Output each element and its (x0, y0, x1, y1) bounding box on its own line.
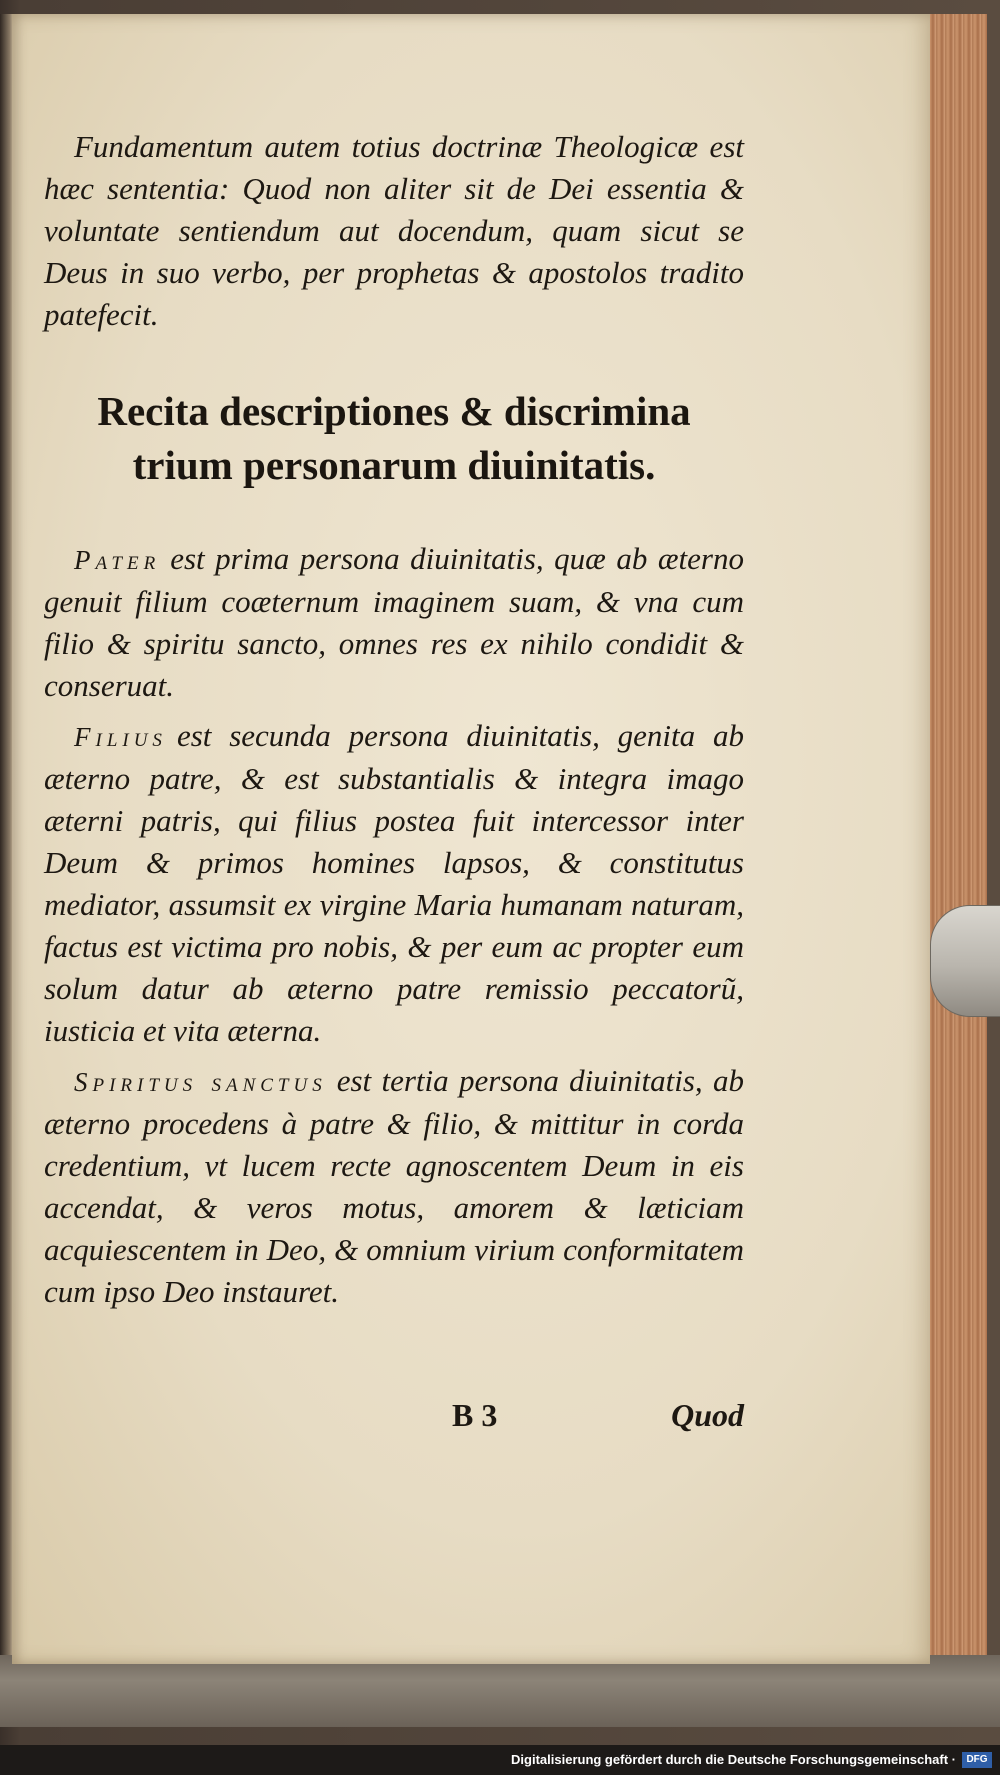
page-fore-edge (925, 14, 987, 1664)
entry-term: Pater (74, 545, 161, 575)
entry-pater (44, 538, 744, 707)
entry-term: Spiritus sanctus (74, 1067, 327, 1097)
intro-paragraph: Fundamentum autem totius doctrinæ Theologicæ est hæc sententia: Quod non aliter sit de Dei essentia & voluntate sentiendum aut docendum, quam sicut se Deus in suo verbo, per prophetas & apostolos tradito patefecit. (44, 129, 744, 332)
section-heading: Recita descriptiones & discrimina trium personarum diuinitatis. (97, 388, 691, 488)
signature-mark: B 3 (452, 1397, 498, 1433)
book-page (12, 14, 930, 1664)
entry-text: est tertia persona diuinitatis, ab æterno procedens à patre & filio, & mittitur in corda credentium, vt lucem recte agnoscentem Deum in eis accendat, & veros motus, amorem & læticiam acquiescentem in Deo, & omnium virium conformitatem cum ipso Deo instauret. (44, 1063, 744, 1309)
catchword: Quod (671, 1397, 744, 1433)
entry-text: est secunda persona diuinitatis, genita ab æterno patre, & est substantialis & integra imago æterni patris, qui filius postea fuit intercessor inter Deum & primos homines lapsos, & constitutus mediator, assumsit ex virgine Maria humanam naturam, factus est victima pro nobis, & per eum ac propter eum solum datur ab æterno patre remissio peccatorũ, iusticia et vita æterna. (44, 718, 744, 1048)
page-footer (44, 1397, 744, 1447)
page-text (44, 126, 744, 1313)
entry-filius (44, 715, 744, 1052)
book-clasp (930, 905, 1000, 1017)
book-cover-bottom (0, 1655, 1000, 1727)
credit-bar (0, 1745, 1000, 1775)
entry-term: Filius (74, 722, 167, 752)
entry-spiritus-sanctus (44, 1060, 744, 1313)
dfg-logo: DFG (962, 1752, 992, 1768)
funding-credit: Digitalisierung gefördert durch die Deutsche Forschungsgemeinschaft · (511, 1752, 956, 1767)
entry-text: est prima persona diuinitatis, quæ ab æterno genuit filium coæternum imaginem suam, & vna cum filio & spiritu sancto, omnes res ex nihilo condidit & conseruat. (44, 541, 744, 703)
